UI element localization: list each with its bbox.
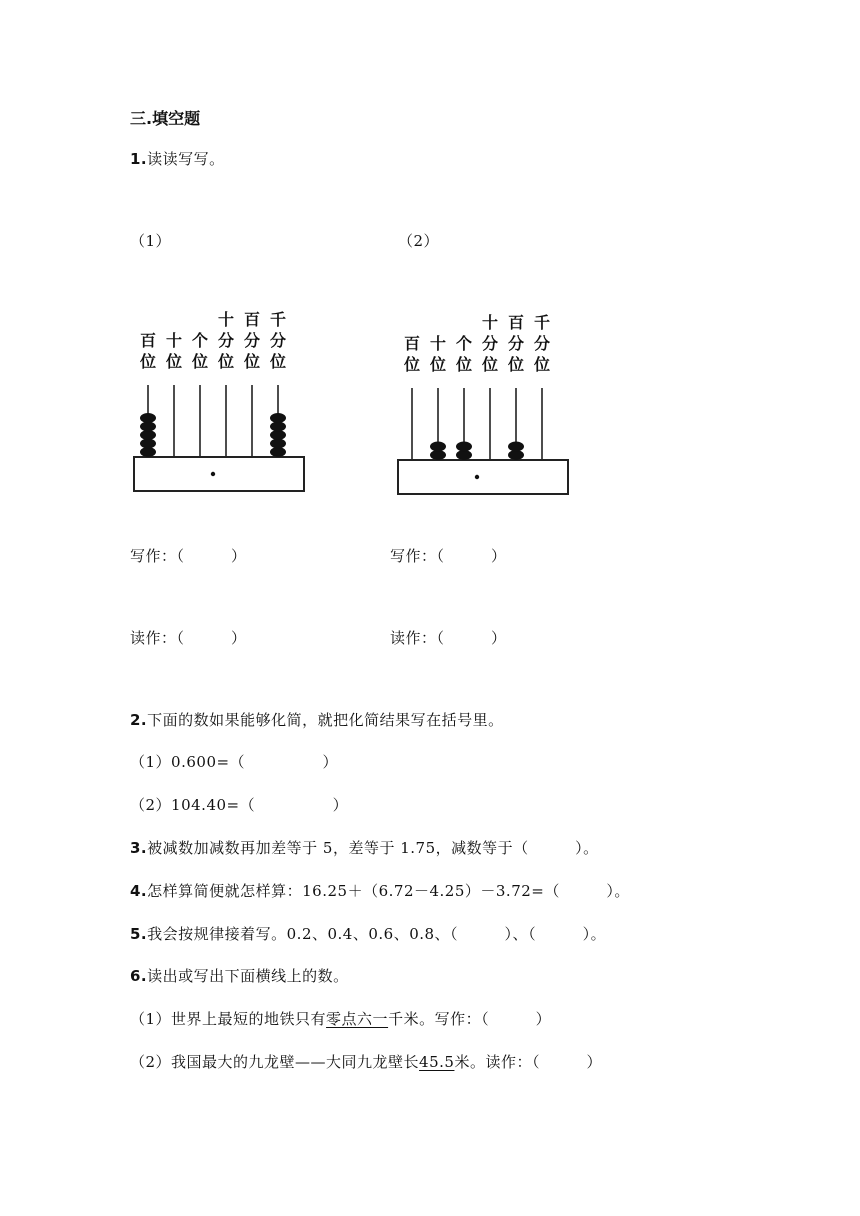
question-number: 1.: [130, 150, 148, 168]
question-text: 被减数加减数再加差等于 5，差等于 1.75，减数等于（ ）。: [147, 839, 599, 857]
abacus-bead: [430, 442, 446, 452]
place-value-label: 分: [507, 334, 525, 353]
place-value-label: 位: [533, 355, 551, 374]
sub-label-2: （2）: [398, 232, 440, 250]
write-answer-2: 写作：（ ）: [390, 547, 507, 565]
section-title: 三.填空题: [130, 109, 201, 128]
question-6-item-1: [130, 1008, 551, 1029]
abacus-frame: [398, 460, 568, 494]
question-text: 下面的数如果能够化简，就把化简结果写在括号里。: [147, 711, 504, 729]
abacus-1: [124, 305, 314, 505]
question-number: 3.: [130, 839, 148, 857]
item-text-prefix: （2）我国最大的九龙壁——大同九龙壁长: [130, 1053, 420, 1071]
question-1: [130, 148, 225, 169]
place-value-label: 位: [429, 355, 447, 374]
item-text-suffix: 米。读作：（ ）: [454, 1053, 602, 1071]
question-number: 4.: [130, 882, 148, 900]
write-answer-1: 写作：（ ）: [130, 547, 247, 565]
place-value-label: 位: [191, 352, 209, 371]
place-value-label: 十: [165, 331, 183, 350]
question-2: [130, 709, 504, 730]
place-value-label: 分: [217, 331, 235, 350]
read-answer-2: 读作：（ ）: [390, 629, 507, 647]
place-value-label: 位: [507, 355, 525, 374]
place-value-label: 分: [533, 334, 551, 353]
underlined-number: 45.5: [419, 1053, 455, 1071]
abacus-bead: [140, 413, 156, 423]
abacus-bead: [508, 442, 524, 452]
abacus-bead: [270, 413, 286, 423]
place-value-label: 位: [165, 352, 183, 371]
abacus-2: [388, 308, 578, 508]
question-3: [130, 837, 599, 858]
place-value-label: 位: [403, 355, 421, 374]
place-value-label: 分: [269, 331, 287, 350]
question-6-item-2: [130, 1051, 602, 1072]
place-value-label: 分: [481, 334, 499, 353]
place-value-label: 个: [191, 331, 209, 350]
underlined-number: 零点六一: [326, 1010, 389, 1028]
abacus-frame: [134, 457, 304, 491]
place-value-label: 十: [217, 310, 235, 329]
place-value-label: 位: [139, 352, 157, 371]
place-value-label: 百: [507, 313, 525, 332]
read-answer-1: 读作：（ ）: [130, 629, 247, 647]
question-number: 5.: [130, 925, 148, 943]
place-value-label: 十: [481, 313, 499, 332]
abacus-bead: [456, 442, 472, 452]
place-value-label: 个: [455, 334, 473, 353]
decimal-point: [211, 472, 215, 476]
place-value-label: 位: [217, 352, 235, 371]
question-text: 我会按规律接着写。0.2、0.4、0.6、0.8、（ ）、（ ）。: [147, 925, 607, 943]
item-text-suffix: 千米。写作：（ ）: [388, 1010, 552, 1028]
question-5: [130, 923, 606, 944]
place-value-label: 分: [243, 331, 261, 350]
sub-label-1: （1）: [130, 232, 172, 250]
question-2-item-1: （1）0.600=（ ）: [130, 753, 339, 771]
place-value-label: 十: [429, 334, 447, 353]
place-value-label: 千: [269, 310, 287, 329]
question-text: 读读写写。: [147, 150, 225, 168]
place-value-label: 百: [403, 334, 421, 353]
place-value-label: 位: [243, 352, 261, 371]
decimal-point: [475, 475, 479, 479]
question-2-item-2: （2）104.40=（ ）: [130, 796, 349, 814]
question-4: [130, 880, 630, 901]
place-value-label: 位: [269, 352, 287, 371]
question-text: 怎样算简便就怎样算：16.25＋（6.72－4.25）－3.72=（ ）。: [147, 882, 630, 900]
place-value-label: 位: [481, 355, 499, 374]
place-value-label: 百: [139, 331, 157, 350]
item-text-prefix: （1）世界上最短的地铁只有: [130, 1010, 327, 1028]
question-text: 读出或写出下面横线上的数。: [147, 967, 349, 985]
place-value-label: 百: [243, 310, 261, 329]
question-number: 6.: [130, 967, 148, 985]
question-number: 2.: [130, 711, 148, 729]
place-value-label: 千: [533, 313, 551, 332]
place-value-label: 位: [455, 355, 473, 374]
question-6: [130, 965, 349, 986]
